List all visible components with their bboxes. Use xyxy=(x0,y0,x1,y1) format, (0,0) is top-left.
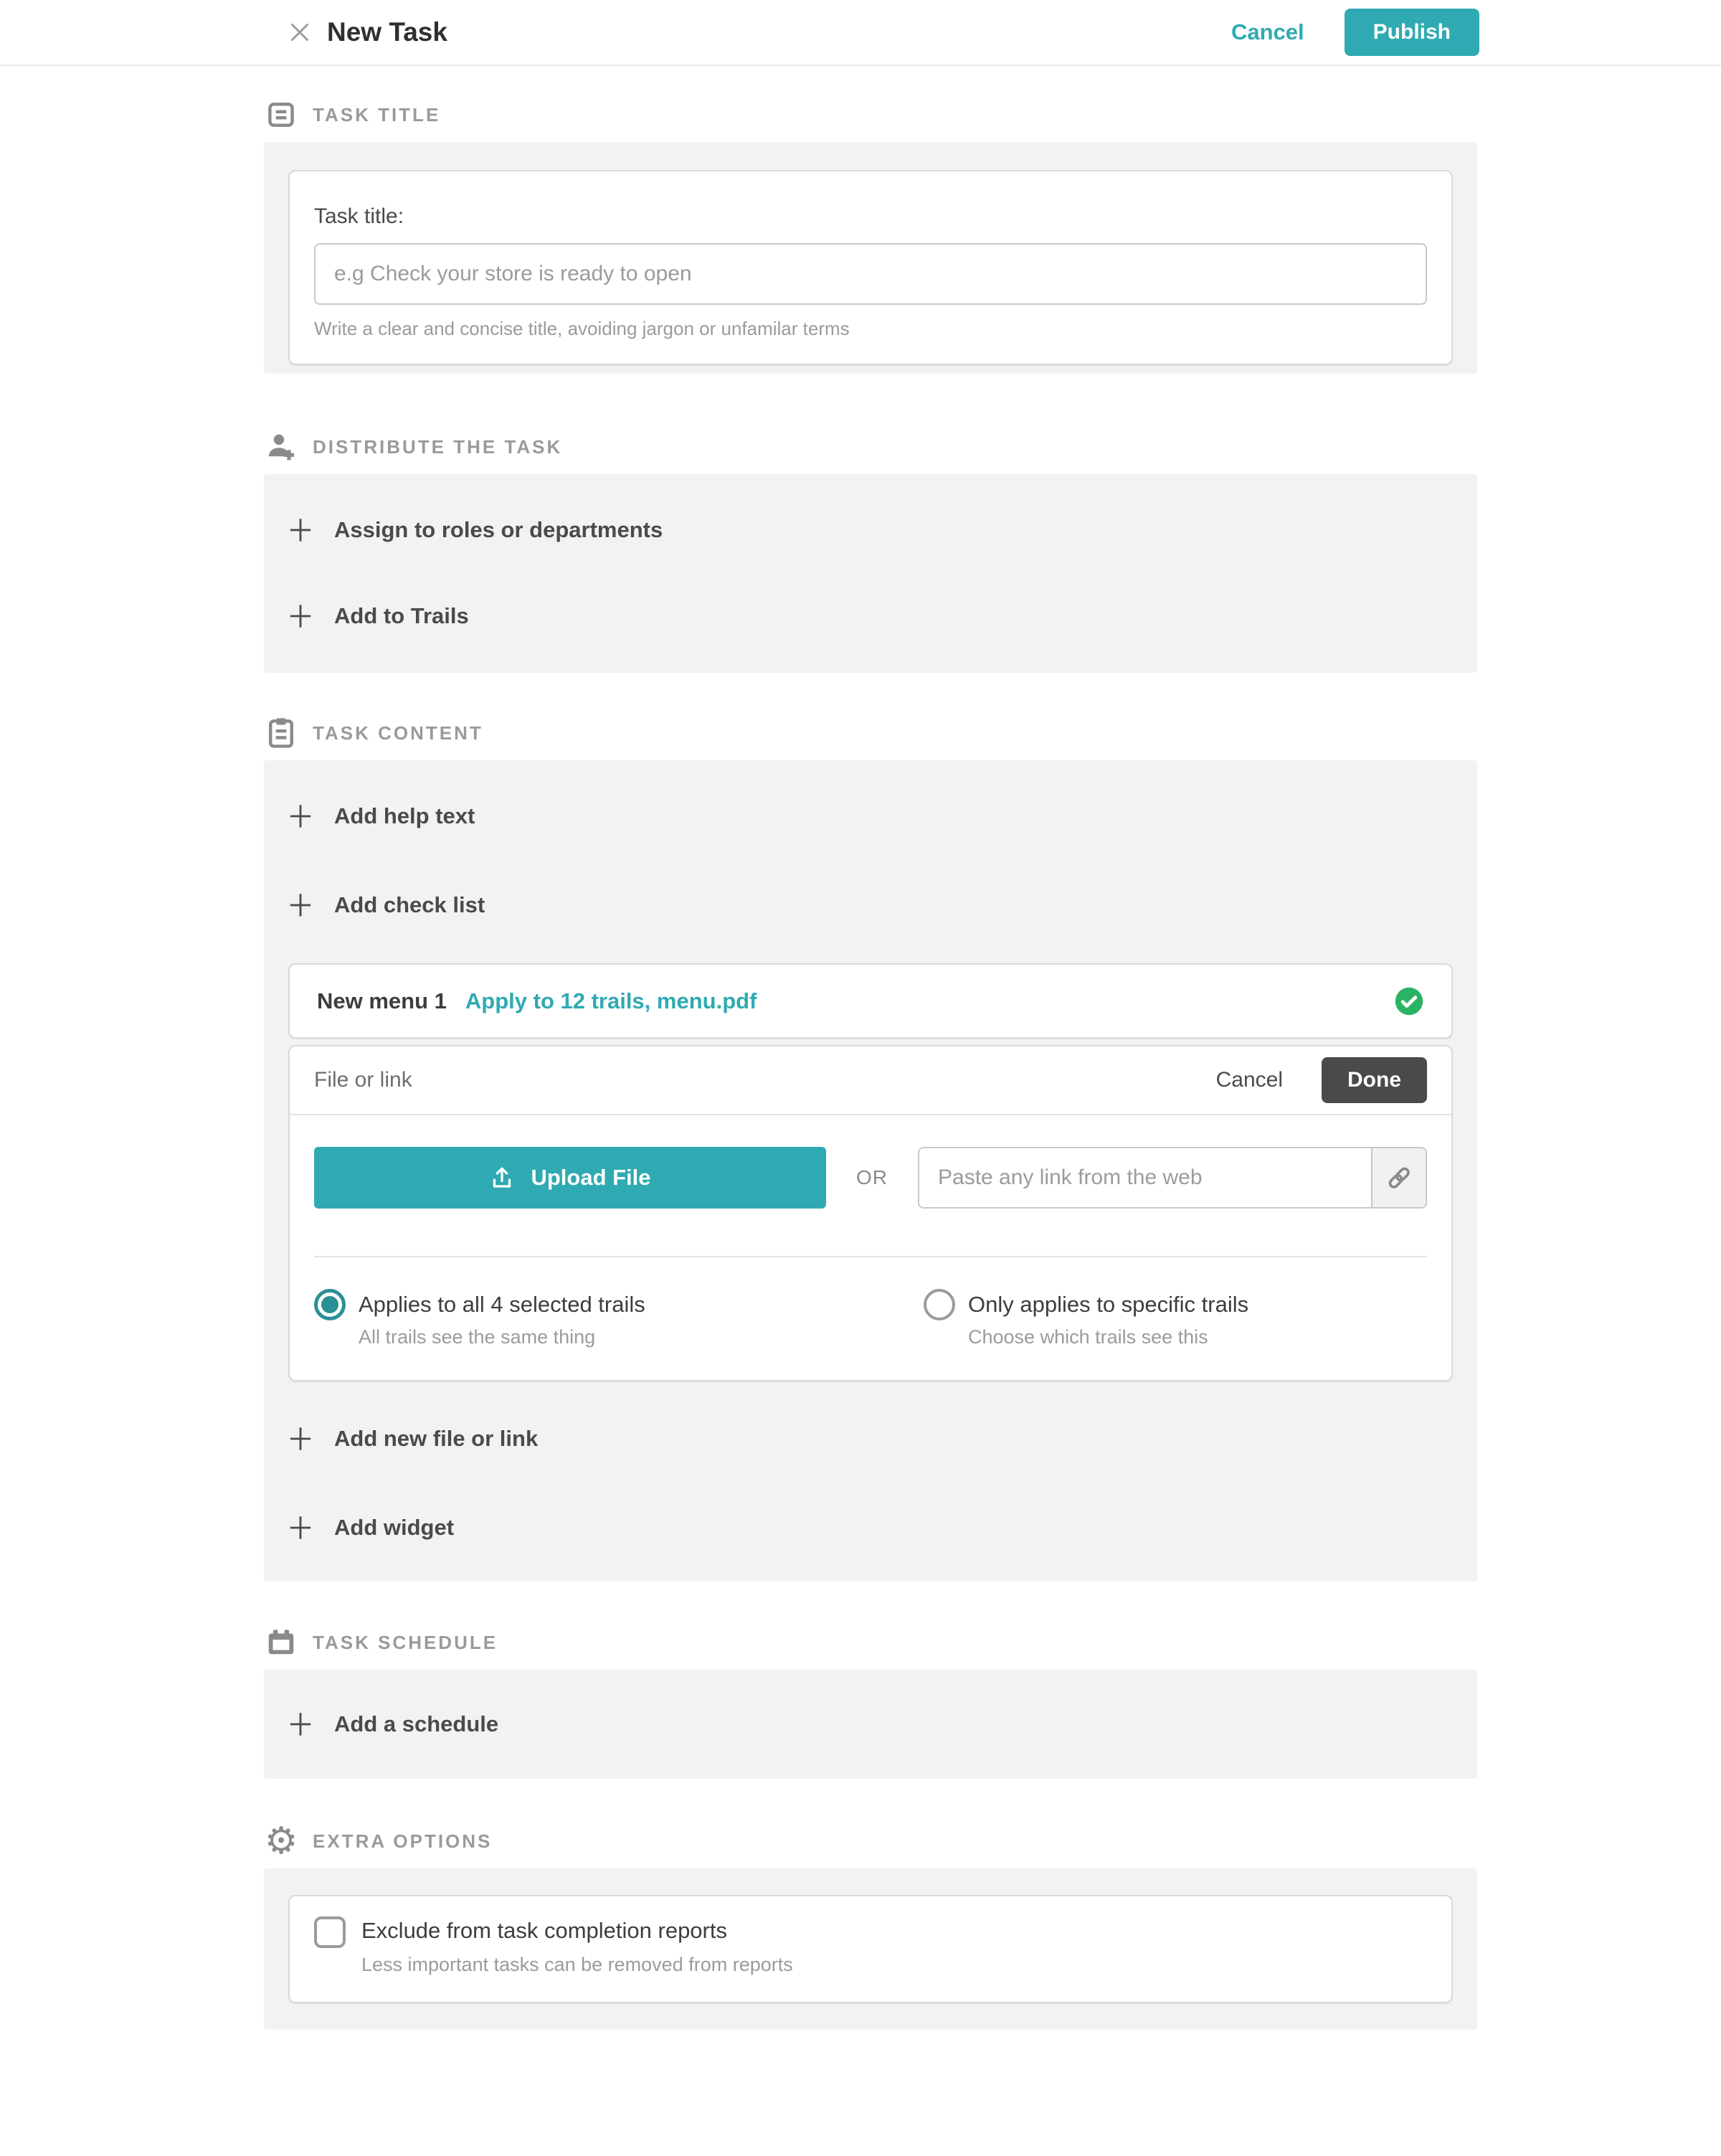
extra-options-section-head xyxy=(264,1820,1477,1863)
radio-texts xyxy=(968,1289,1248,1348)
distribute-section-head xyxy=(264,430,1477,464)
exclude-reports-row[interactable] xyxy=(288,1895,1453,2003)
menu-item-name: New menu 1 xyxy=(317,988,447,1013)
radio-applies-all[interactable] xyxy=(314,1289,924,1348)
radio-unselected-icon[interactable] xyxy=(924,1289,955,1320)
plus-icon xyxy=(288,803,313,830)
menu-item-link[interactable]: Apply to 12 trails, menu.pdf xyxy=(465,988,757,1013)
plus-icon xyxy=(288,1514,313,1541)
checkbox-texts xyxy=(361,1914,793,1985)
section-heading: DISTRIBUTE THE TASK xyxy=(313,435,563,458)
add-row-label: Assign to roles or departments xyxy=(334,517,663,542)
file-or-link-body xyxy=(290,1147,1451,1348)
section-heading: TASK TITLE xyxy=(313,103,441,126)
section-heading: TASK SCHEDULE xyxy=(313,1631,498,1653)
task-content-section-head xyxy=(264,716,1477,750)
section-extra-options xyxy=(264,1820,1477,2030)
task-content-icon xyxy=(264,716,298,750)
trail-scope-radios xyxy=(314,1289,1427,1348)
add-row-label: Add a schedule xyxy=(334,1711,499,1736)
cancel-button[interactable]: Cancel xyxy=(1231,19,1304,44)
checkbox-sublabel: Less important tasks can be removed from reports xyxy=(361,1954,793,1975)
section-task-content xyxy=(264,716,1477,1581)
divider xyxy=(314,1256,1427,1257)
add-new-file-button[interactable] xyxy=(288,1417,1453,1460)
header xyxy=(0,0,1721,66)
radio-label: Only applies to specific trails xyxy=(968,1292,1249,1317)
file-or-link-title: File or link xyxy=(314,1068,412,1092)
task-title-icon xyxy=(264,99,298,131)
radio-sublabel: All trails see the same thing xyxy=(359,1326,596,1348)
add-to-trails-button[interactable] xyxy=(288,595,1453,638)
add-help-text-button[interactable] xyxy=(288,795,1453,838)
section-task-schedule xyxy=(264,1625,1477,1779)
task-title-card xyxy=(288,170,1453,365)
task-title-label: Task title: xyxy=(314,204,404,228)
add-schedule-button[interactable] xyxy=(288,1703,1453,1746)
assign-roles-button[interactable] xyxy=(288,509,1453,552)
add-row-label: Add check list xyxy=(334,892,485,917)
add-widget-button[interactable] xyxy=(288,1506,1453,1549)
task-schedule-section-head xyxy=(264,1625,1477,1660)
upload-file-button[interactable] xyxy=(314,1147,826,1209)
add-row-label: Add to Trails xyxy=(334,603,469,628)
upload-button-label: Upload File xyxy=(531,1165,651,1190)
file-done-button[interactable]: Done xyxy=(1322,1057,1427,1103)
page-title: New Task xyxy=(327,17,447,47)
checkbox-unchecked-icon[interactable] xyxy=(314,1916,346,1948)
publish-button[interactable]: Publish xyxy=(1345,9,1479,56)
calendar-icon xyxy=(264,1626,298,1659)
section-heading: TASK CONTENT xyxy=(313,722,483,744)
checkbox-label: Exclude from task completion reports xyxy=(361,1918,727,1943)
plus-icon xyxy=(288,892,313,919)
plus-icon xyxy=(288,1711,313,1738)
link-input-wrap xyxy=(918,1147,1427,1209)
plus-icon xyxy=(288,516,313,544)
gear-icon: ⚙ xyxy=(264,1820,298,1863)
radio-sublabel: Choose which trails see this xyxy=(968,1326,1208,1348)
link-icon xyxy=(1385,1163,1413,1192)
plus-icon xyxy=(288,602,313,630)
link-icon-button[interactable] xyxy=(1371,1148,1426,1207)
add-check-list-button[interactable] xyxy=(288,884,1453,927)
add-row-label: Add new file or link xyxy=(334,1426,539,1451)
task-content-panel xyxy=(264,760,1477,1581)
task-title-panel xyxy=(264,142,1477,374)
distribute-panel xyxy=(264,474,1477,673)
or-separator: OR xyxy=(856,1166,888,1188)
task-title-input[interactable] xyxy=(314,243,1427,305)
section-task-title xyxy=(264,98,1477,374)
add-row-label: Add widget xyxy=(334,1515,455,1540)
task-title-section-head xyxy=(264,98,1477,132)
add-user-icon xyxy=(264,430,298,464)
file-cancel-button[interactable]: Cancel xyxy=(1215,1068,1283,1092)
radio-texts xyxy=(359,1289,645,1348)
link-input[interactable] xyxy=(919,1148,1426,1207)
menu-item-row[interactable] xyxy=(288,963,1453,1039)
file-or-link-card xyxy=(288,1045,1453,1381)
form-content xyxy=(264,98,1477,2030)
task-schedule-panel xyxy=(264,1670,1477,1779)
section-distribute xyxy=(264,430,1477,673)
extra-options-panel xyxy=(264,1868,1477,2030)
radio-specific-trails[interactable] xyxy=(924,1289,1248,1348)
upload-row xyxy=(314,1147,1427,1209)
add-row-label: Add help text xyxy=(334,803,475,828)
file-or-link-header xyxy=(290,1046,1451,1115)
check-circle-icon xyxy=(1394,986,1424,1016)
upload-icon xyxy=(489,1165,515,1191)
plus-icon xyxy=(288,1425,313,1452)
task-title-helper: Write a clear and concise title, avoiding jargon or unfamilar terms xyxy=(314,318,850,339)
header-actions xyxy=(1231,9,1479,56)
close-icon[interactable] xyxy=(287,19,313,45)
section-heading: EXTRA OPTIONS xyxy=(313,1830,493,1852)
radio-selected-icon[interactable] xyxy=(314,1289,346,1320)
radio-label: Applies to all 4 selected trails xyxy=(359,1292,645,1317)
